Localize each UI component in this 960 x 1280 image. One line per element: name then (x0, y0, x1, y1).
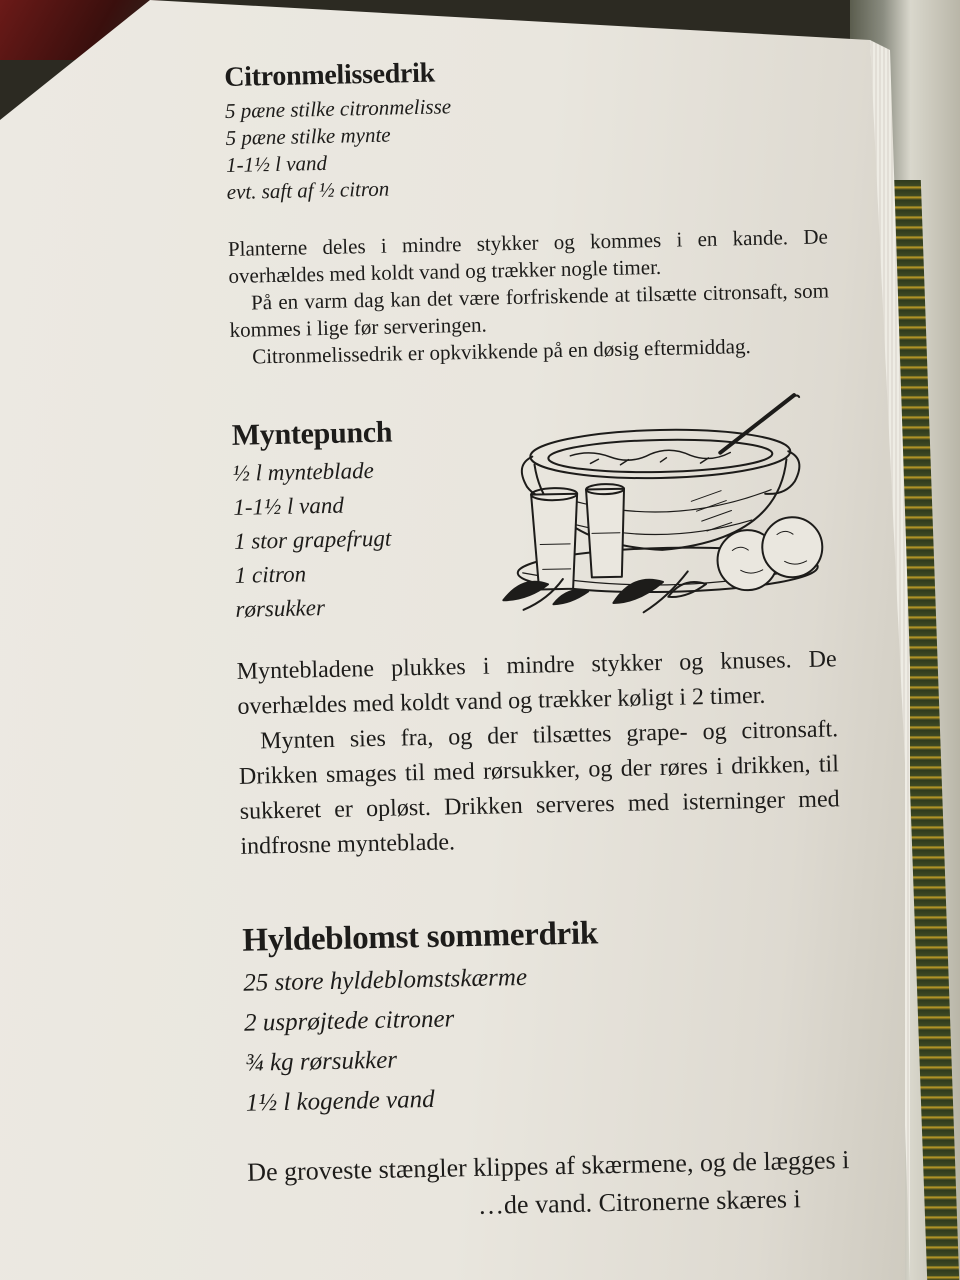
recipe-hyldeblomst-sommerdrik (242, 910, 848, 1229)
ingredient-item: 1-1½ l vand (225, 150, 328, 177)
recipe-citronmelissedrik (224, 49, 830, 370)
ingredient-item: ¾ kg rørsukker (244, 1046, 398, 1077)
recipe-paragraph: De groveste stængler klippes af skærmene, og de lægges i (246, 1145, 850, 1187)
recipe-title: Myntepunch (231, 415, 393, 452)
recipe-myntepunch (231, 406, 840, 864)
ingredient-item: 2 usprøjtede citroner (243, 1005, 455, 1037)
recipe-paragraph: Citronmelissedrik er opkvikkende på en døsig eftermiddag. (251, 334, 751, 369)
recipe-paragraph: Myntebladene plukkes i mindre stykker og knuses. De overhældes med koldt vand og trækker køligt i 2 timer. (236, 646, 837, 720)
ingredient-item: ½ l mynteblade (232, 457, 375, 486)
ingredient-item: 1 citron (234, 561, 307, 588)
ingredient-item: 5 pæne stilke citronmelisse (224, 94, 452, 123)
ingredient-list (225, 85, 827, 206)
ingredient-item: 25 store hyldeblomstskærme (243, 963, 528, 997)
ingredient-item: rørsukker (235, 595, 326, 622)
recipe-title: Hyldeblomst sommerdrik (242, 915, 599, 959)
ingredient-item: 1½ l kogende vand (245, 1085, 435, 1117)
ingredient-item: 1 stor grapefrugt (233, 525, 392, 554)
recipe-paragraph: Mynten sies fra, og der tilsættes grape- og citronsaft. Drikken smages til med rørsukker, og der røres i drikken, til sukkeret er opløst. Drikken serveres med isterninger med indfrosne mynteblade. (238, 716, 840, 860)
ingredient-item: 5 pæne stilke mynte (225, 122, 391, 150)
ingredient-item: 1-1½ l vand (233, 492, 345, 520)
recipe-title: Citronmelissedrik (224, 57, 436, 93)
ingredient-item: evt. saft af ½ citron (226, 176, 390, 204)
recipe-paragraph: …de vand. Citronerne skæres i (477, 1184, 802, 1220)
page-content (224, 49, 848, 1229)
punch-bowl-illustration (489, 388, 834, 625)
recipe-paragraph: På en varm dag kan det være forfriskende at tilsætte citronsaft, som kommes i lige før serveringen. (229, 278, 830, 342)
recipe-paragraph: Planterne deles i mindre stykker og kommes i en kande. De overhældes med koldt vand og trækker nogle timer. (227, 224, 829, 288)
ingredient-list (243, 951, 846, 1124)
